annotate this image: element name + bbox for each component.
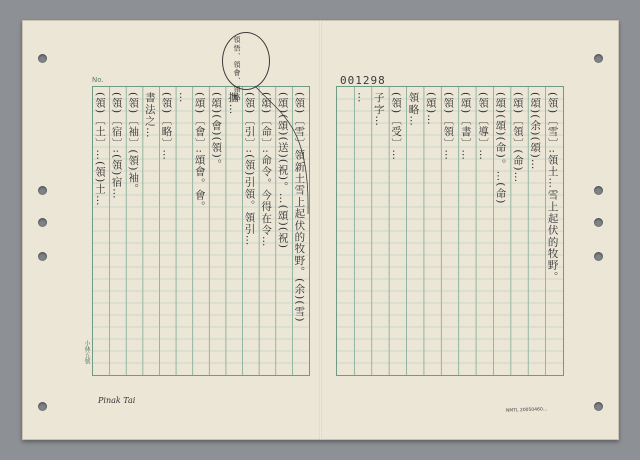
handwritten-column: (領)〔略〕… <box>160 92 173 162</box>
handwritten-column: (領)〔領〕… <box>442 92 455 162</box>
handwritten-column: (領)〔導〕… <box>477 92 490 162</box>
handwritten-column: (領)〔袖〕(領)袖。 <box>127 92 140 196</box>
binder-hole <box>38 54 47 63</box>
page-label: No. <box>92 76 104 84</box>
bubble-note: 領悟、領會、領略 <box>233 36 241 102</box>
binder-hole <box>38 252 47 261</box>
handwritten-column: 子字… <box>372 92 385 128</box>
handwritten-column: (頌)〔領〕(命)… <box>511 92 524 184</box>
handwritten-column: (領)〔宿〕:(領)宿… <box>110 92 123 200</box>
handwritten-column: (領)〔雪〕:領土…雪上起伏的牧野。 <box>546 92 559 283</box>
binder-hole <box>594 54 603 63</box>
handwritten-column: (領)〔土〕…(領)土… <box>94 92 106 207</box>
binder-hole <box>594 186 603 195</box>
handwritten-column: 攜… <box>226 92 239 116</box>
handwritten-column: (頌)(頌)(送)(祝)。…(頌)(祝) <box>276 92 289 250</box>
handwritten-column: (頌)〔書〕… <box>459 92 472 162</box>
handwritten-column: (頌)〔命〕:命令。今得在令… <box>260 92 273 248</box>
handwritten-column: (頌)(余)(頌)… <box>529 92 542 171</box>
handwritten-column: (頌)(會)(領)。 <box>210 92 223 171</box>
handwritten-column: … <box>355 92 368 104</box>
annotation-arrow <box>250 84 320 224</box>
handwritten-column: 領略… <box>407 92 420 128</box>
binder-hole <box>594 218 603 227</box>
handwritten-column: (領)〔雪〕領新土雪上起伏的牧野。(余)(雪) <box>293 92 306 323</box>
binder-hole <box>38 218 47 227</box>
handwritten-column: 書法之… <box>143 92 156 139</box>
handwritten-column: (領)〔受〕… <box>390 92 403 162</box>
annotation-bubble <box>222 32 270 90</box>
left-margin-note: 小林五號 <box>83 340 90 364</box>
signature: Pinak Tai <box>98 396 136 405</box>
binder-hole <box>594 252 603 261</box>
center-fold <box>319 20 322 440</box>
binder-hole <box>38 186 47 195</box>
handwritten-column: (頌)… <box>424 92 437 126</box>
binder-hole <box>38 402 47 411</box>
handwritten-column: (頌)〔會〕:頌會。會。 <box>193 92 206 213</box>
handwritten-column: (領)〔引〕:(領)引領。領引… <box>243 92 256 247</box>
manuscript-number: 001298 <box>340 74 386 87</box>
archive-id: NMTL 20050460... <box>505 407 548 414</box>
handwritten-column: … <box>177 92 190 104</box>
handwritten-column: (頌)(頌)(命)。…(命) <box>494 92 507 205</box>
binder-hole <box>594 402 603 411</box>
